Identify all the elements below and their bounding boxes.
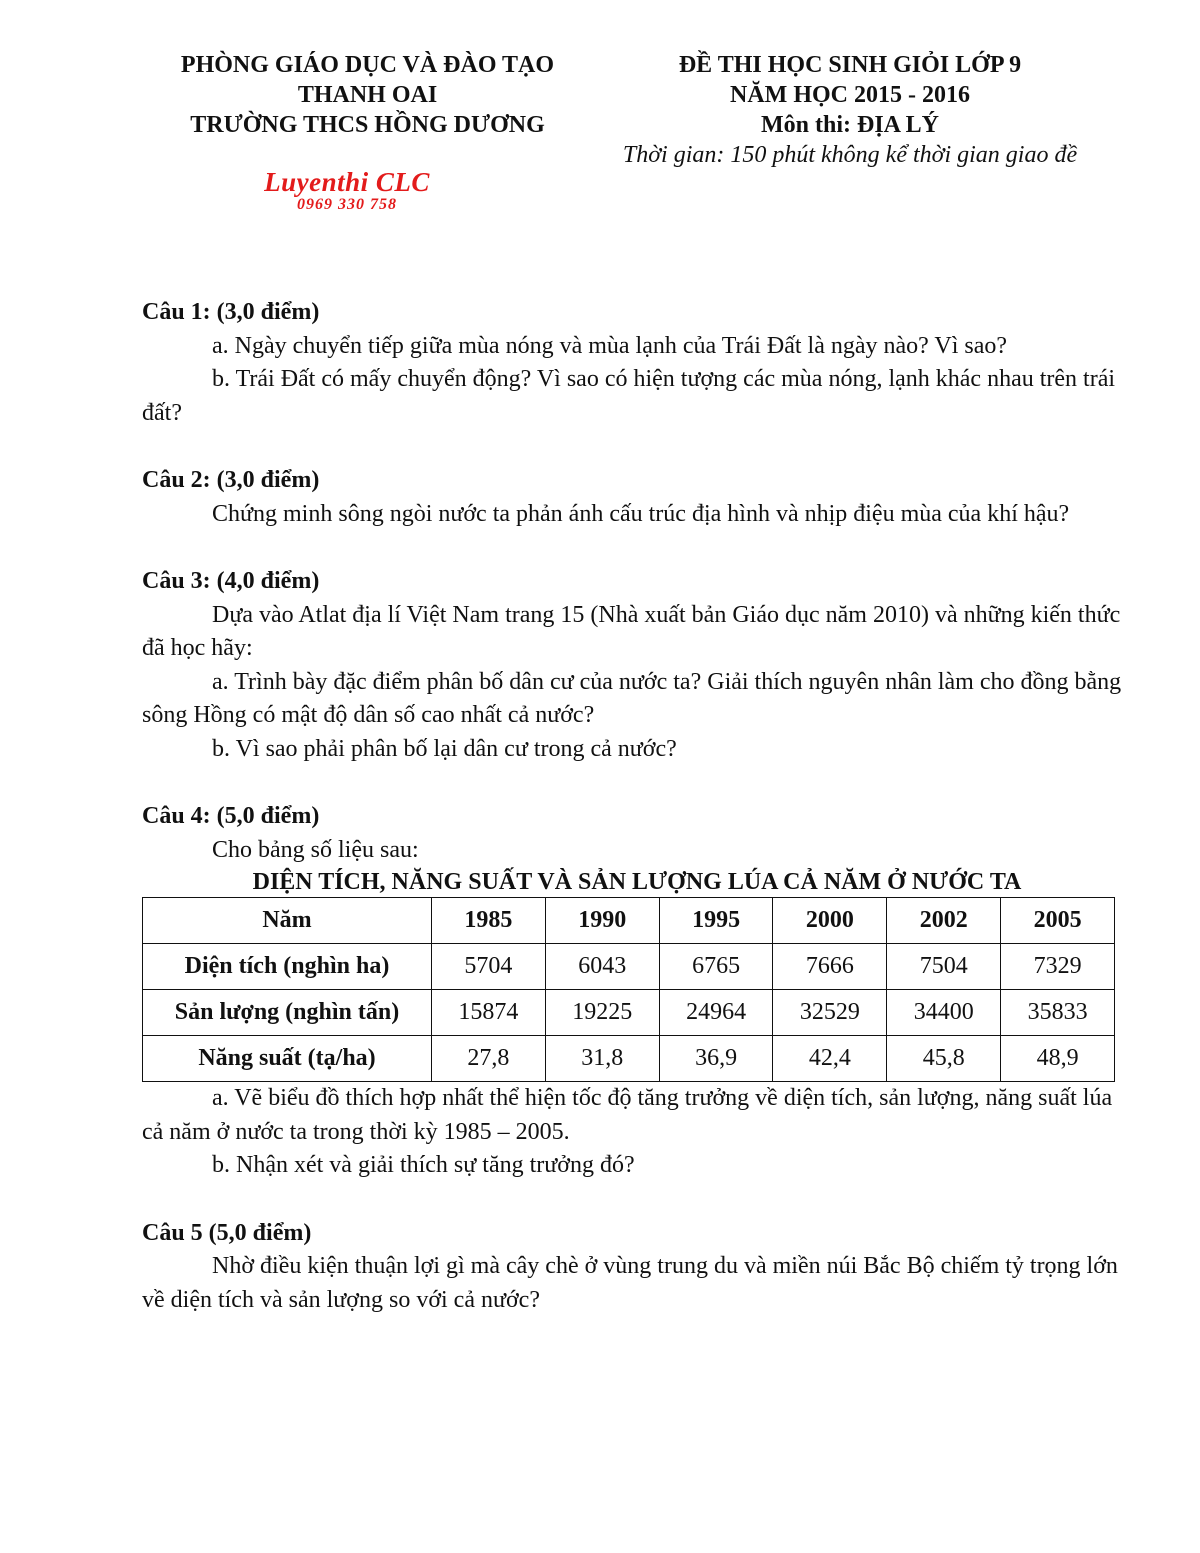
question-4-title: Câu 4: (5,0 điểm) [142,803,320,829]
table-cell: 7329 [1001,944,1115,990]
table-row [143,944,1115,990]
question-3-intro: Dựa vào Atlat địa lí Việt Nam trang 15 (Nhà xuất bản Giáo dục năm 2010) và những kiến thức đã học hãy: [142,601,1121,661]
question-4b: b. Nhận xét và giải thích sự tăng trưởng đó? [212,1152,635,1178]
header-right [605,50,1095,170]
table-row [143,1036,1115,1082]
table-row [143,990,1115,1036]
school-name: TRƯỜNG THCS HỒNG DƯƠNG [190,112,545,138]
question-3b: b. Vì sao phải phân bố lại dân cư trong cả nước? [212,735,677,762]
exam-title: ĐỀ THI HỌC SINH GIỎI LỚP 9 [678,52,1022,78]
table-cell: 36,9 [659,1036,773,1082]
question-1b: b. Trái Đất có mấy chuyển động? Vì sao có hiện tượng các mùa nóng, lạnh khác nhau trên trái đất? [142,366,1116,426]
question-4a: a. Vẽ biểu đồ thích hợp nhất thể hiện tốc độ tăng trưởng về diện tích, sản lượng, năng suất lúa cả năm ở nước ta trong thời kỳ 1985 – 2005. [142,1085,1113,1145]
question-2-title: Câu 2: (3,0 điểm) [142,467,320,493]
table-header-cell: Năm [143,898,432,944]
table-cell: 45,8 [887,1036,1001,1082]
table-cell: 5704 [432,944,546,990]
exam-time: Thời gian: 150 phút không kể thời gian giao đề [622,142,1078,168]
table-cell: 42,4 [773,1036,887,1082]
table-cell: 19225 [545,990,659,1036]
spacer [142,766,1122,800]
table-cell: 7666 [773,944,887,990]
department-name: PHÒNG GIÁO DỤC VÀ ĐÀO TẠO [180,52,555,78]
table-header-cell: 1990 [545,898,659,944]
table-cell: 31,8 [545,1036,659,1082]
table-cell: 32529 [773,990,887,1036]
spacer [142,531,1122,565]
table-row-label: Sản lượng (nghìn tấn) [143,990,432,1036]
table-cell: 34400 [887,990,1001,1036]
table-cell: 6765 [659,944,773,990]
spacer [142,1183,1122,1217]
table-header-cell: 1985 [432,898,546,944]
header-left [140,50,595,140]
question-1a: a. Ngày chuyển tiếp giữa mùa nóng và mùa lạnh của Trái Đất là ngày nào? Vì sao? [212,332,1008,359]
logo-phone: 0969 330 758 [297,196,397,213]
table-header-cell: 2002 [887,898,1001,944]
table-cell: 48,9 [1001,1036,1115,1082]
table-header-cell: 1995 [659,898,773,944]
table-cell: 7504 [887,944,1001,990]
spacer [142,430,1122,464]
table-title: DIỆN TÍCH, NĂNG SUẤT VÀ SẢN LƯỢNG LÚA CẢ NĂM Ở NƯỚC TA [252,869,1022,895]
table-cell: 35833 [1001,990,1115,1036]
school-year: NĂM HỌC 2015 - 2016 [730,82,970,108]
rice-data-table [142,897,1115,1082]
question-5-title: Câu 5 (5,0 điểm) [142,1219,312,1246]
table-cell: 24964 [659,990,773,1036]
table-cell: 27,8 [432,1036,546,1082]
question-3-title: Câu 3: (4,0 điểm) [142,568,320,594]
table-header-row [143,898,1115,944]
question-5-text: Nhờ điều kiện thuận lợi gì mà cây chè ở vùng trung du và miền núi Bắc Bộ chiếm tỷ trọng lớn về diện tích và sản lượng so với cả nước? [142,1253,1118,1313]
table-row-label: Năng suất (tạ/ha) [143,1036,432,1082]
district-name: THANH OAI [297,82,438,108]
question-3a: a. Trình bày đặc điểm phân bố dân cư của nước ta? Giải thích nguyên nhân làm cho đồng bằng sông Hồng có mật độ dân số cao nhất cả nước? [142,668,1122,728]
watermark-logo [237,168,457,214]
table-header-cell: 2005 [1001,898,1115,944]
table-header-cell: 2000 [773,898,887,944]
question-2-text: Chứng minh sông ngòi nước ta phản ánh cấu trúc địa hình và nhịp điệu mùa của khí hậu? [212,500,1070,527]
question-4-intro: Cho bảng số liệu sau: [212,836,419,863]
logo-text: Luyenthi CLC [264,167,430,197]
table-cell: 15874 [432,990,546,1036]
exam-subject: Môn thi: ĐỊA LÝ [760,112,940,138]
exam-content [142,296,1122,1317]
table-cell: 6043 [545,944,659,990]
question-1-title: Câu 1: (3,0 điểm) [142,299,320,325]
table-row-label: Diện tích (nghìn ha) [143,944,432,990]
